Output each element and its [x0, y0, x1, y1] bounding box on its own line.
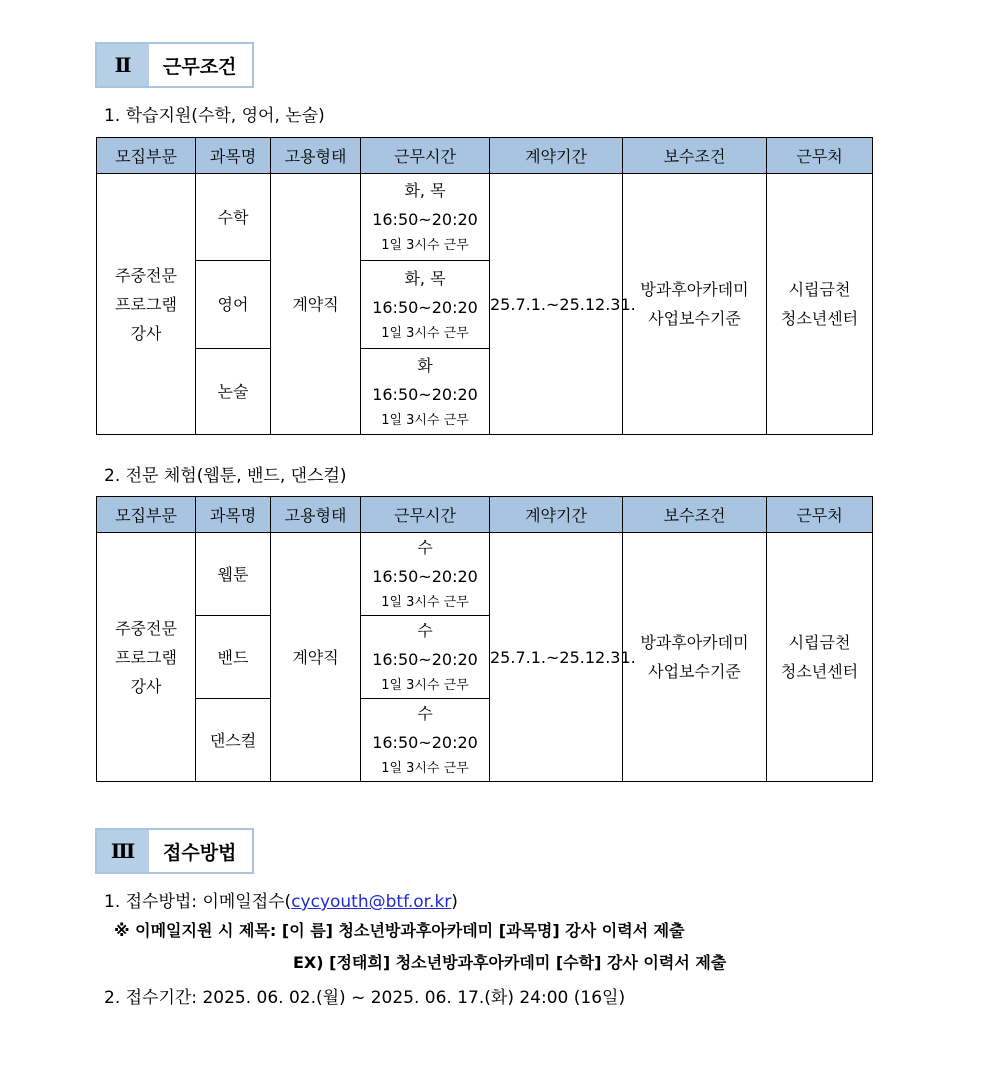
subject-cell: 수학 [196, 174, 271, 261]
header-employment: 고용형태 [271, 497, 361, 533]
application-method-line [104, 887, 458, 912]
table-header-row [97, 138, 873, 174]
header-workplace: 근무처 [767, 497, 873, 533]
section-heading-2 [95, 42, 254, 88]
work-hours-note: 1일 3시수 근무 [381, 238, 469, 253]
category-line: 강사 [130, 676, 162, 696]
section-heading-3 [95, 828, 254, 874]
hours-cell [361, 616, 490, 699]
header-pay: 보수조건 [623, 497, 767, 533]
category-line: 주중전문 [115, 265, 177, 285]
table-row [97, 533, 873, 616]
email-subject-example: EX) [정태희] 청소년방과후아카데미 [수학] 강사 이력서 제출 [293, 953, 727, 972]
section-number: Ⅱ [97, 44, 149, 86]
header-employment: 고용형태 [271, 138, 361, 174]
work-days: 화 [417, 355, 433, 375]
hours-cell [361, 349, 490, 435]
pay-cell [623, 533, 767, 782]
header-period: 계약기간 [490, 497, 623, 533]
header-hours: 근무시간 [361, 138, 490, 174]
subsection-1-title: 1. 학습지원(수학, 영어, 논술) [104, 106, 325, 126]
header-category: 모집부문 [97, 497, 196, 533]
category-line: 프로그램 [115, 647, 177, 667]
application-method-suffix: ) [451, 892, 458, 912]
subsection-2-title: 2. 전문 체험(웹툰, 밴드, 댄스컬) [104, 466, 347, 486]
header-subject: 과목명 [196, 497, 271, 533]
work-time: 16:50~20:20 [372, 297, 478, 317]
header-pay: 보수조건 [623, 138, 767, 174]
email-link[interactable]: cycyouth@btf.or.kr [291, 892, 452, 912]
header-subject: 과목명 [196, 138, 271, 174]
subject-cell: 논술 [196, 349, 271, 435]
period-cell: 25.7.1.~25.12.31. [490, 174, 623, 435]
schedule-table-2 [96, 496, 873, 782]
header-hours: 근무시간 [361, 497, 490, 533]
workplace-cell [767, 174, 873, 435]
work-days: 화, 목 [404, 181, 446, 200]
table-header-row [97, 497, 873, 533]
table-row [97, 174, 873, 261]
workplace-line: 시립금천 [788, 280, 851, 299]
pay-line: 사업보수기준 [648, 662, 741, 681]
workplace-line: 청소년센터 [780, 309, 859, 328]
work-days: 수 [417, 538, 433, 557]
header-category: 모집부문 [97, 138, 196, 174]
pay-line: 방과후아카데미 [640, 633, 749, 652]
category-line: 강사 [130, 323, 162, 343]
email-subject-note: ※ 이메일지원 시 제목: [이 름] 청소년방과후아카데미 [과목명] 강사 이력서 제출 [114, 921, 685, 940]
section-title: 근무조건 [149, 44, 252, 86]
pay-cell [623, 174, 767, 435]
work-time: 16:50~20:20 [372, 384, 478, 404]
workplace-line: 시립금천 [788, 633, 851, 652]
employment-cell: 계약직 [271, 533, 361, 782]
work-time: 16:50~20:20 [372, 733, 478, 752]
work-time: 16:50~20:20 [372, 650, 478, 669]
header-workplace: 근무처 [767, 138, 873, 174]
hours-cell [361, 699, 490, 782]
hours-cell [361, 174, 490, 261]
work-hours-note: 1일 3시수 근무 [381, 761, 469, 776]
work-time: 16:50~20:20 [372, 567, 478, 586]
application-period-line: 2. 접수기간: 2025. 06. 02.(월) ~ 2025. 06. 17.(화) 24:00 (16일) [104, 988, 626, 1008]
workplace-line: 청소년센터 [780, 662, 859, 681]
subject-cell: 댄스컬 [196, 699, 271, 782]
subject-cell: 영어 [196, 261, 271, 349]
work-hours-note: 1일 3시수 근무 [381, 412, 469, 428]
work-days: 수 [417, 704, 433, 723]
application-method-prefix: 1. 접수방법: 이메일접수( [104, 892, 292, 912]
category-line: 프로그램 [115, 294, 177, 314]
work-days: 화, 목 [404, 268, 446, 288]
schedule-table-1 [96, 137, 873, 435]
category-cell [97, 533, 196, 782]
workplace-cell [767, 533, 873, 782]
category-line: 주중전문 [115, 618, 177, 638]
period-cell: 25.7.1.~25.12.31. [490, 533, 623, 782]
work-hours-note: 1일 3시수 근무 [381, 678, 469, 693]
work-hours-note: 1일 3시수 근무 [381, 595, 469, 610]
section-number: Ⅲ [97, 830, 149, 872]
subject-cell: 웹툰 [196, 533, 271, 616]
work-days: 수 [417, 621, 433, 640]
section-title: 접수방법 [149, 830, 252, 872]
hours-cell [361, 533, 490, 616]
header-period: 계약기간 [490, 138, 623, 174]
hours-cell [361, 261, 490, 349]
work-time: 16:50~20:20 [372, 210, 478, 229]
subject-cell: 밴드 [196, 616, 271, 699]
pay-line: 사업보수기준 [648, 309, 741, 328]
pay-line: 방과후아카데미 [640, 280, 749, 299]
employment-cell: 계약직 [271, 174, 361, 435]
work-hours-note: 1일 3시수 근무 [381, 325, 469, 341]
category-cell [97, 174, 196, 435]
